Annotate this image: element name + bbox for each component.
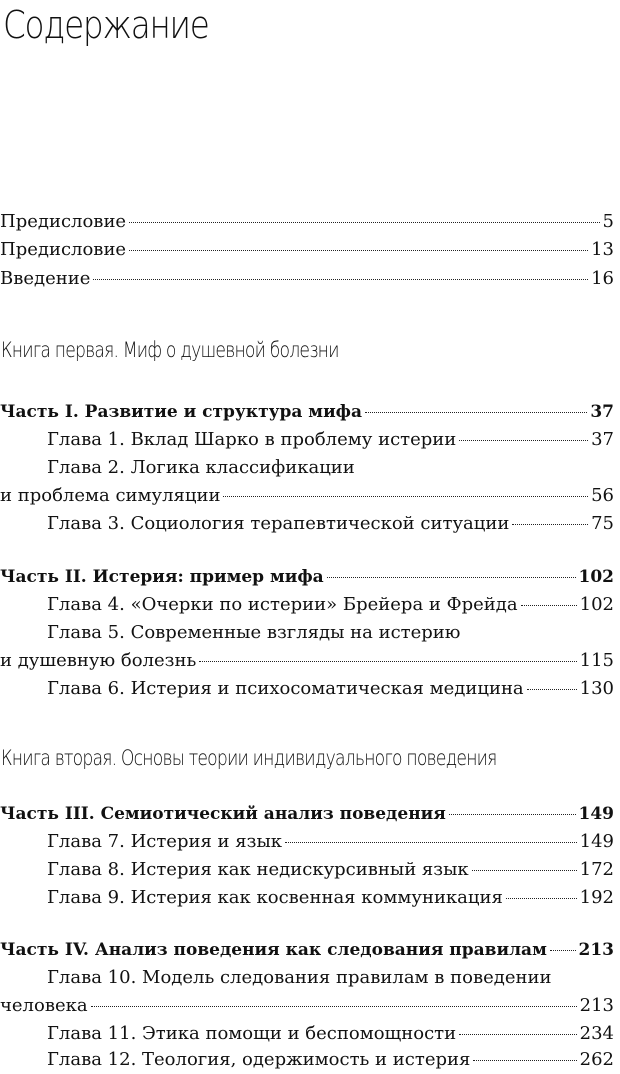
- toc-entry-introduction[interactable]: [0, 267, 614, 291]
- entry-label: Глава 7. Истерия и язык: [47, 831, 283, 852]
- page-number: 56: [591, 485, 614, 506]
- page-number: 213: [578, 940, 614, 960]
- toc-entry-chapter-4[interactable]: [0, 593, 614, 617]
- dot-leader: [550, 950, 576, 951]
- entry-label: человека: [0, 995, 88, 1016]
- entry-label-line1: Глава 5. Современные взгляды на истерию: [47, 622, 461, 643]
- entry-label: Предисловие: [0, 211, 127, 232]
- dot-leader: [365, 412, 587, 413]
- page-title: Содержание: [3, 3, 209, 47]
- entry-label: Глава 1. Вклад Шарко в проблему истерии: [47, 429, 457, 450]
- entry-label: Глава 4. «Очерки по истерии» Брейера и Фрейда: [47, 594, 518, 615]
- dot-leader: [93, 279, 588, 280]
- toc-entry-chapter-12[interactable]: [0, 1048, 614, 1072]
- entry-label: Предисловие: [0, 239, 127, 260]
- dot-leader: [459, 440, 588, 441]
- page-number: 172: [579, 859, 614, 880]
- entry-label: Глава 3. Социология терапевтической ситуации: [47, 513, 510, 534]
- dot-leader: [473, 1060, 576, 1061]
- toc-entry-chapter-6[interactable]: [0, 677, 614, 701]
- toc-entry-part-4[interactable]: [0, 938, 614, 962]
- toc-entry-chapter-5[interactable]: [0, 649, 614, 673]
- entry-label: Часть IV. Анализ поведения как следования правилам: [0, 940, 547, 960]
- book-heading: Книга первая. Миф о душевной болезни: [1, 338, 339, 362]
- entry-label: Глава 11. Этика помощи и беспомощности: [47, 1023, 457, 1044]
- page-number: 5: [602, 211, 614, 232]
- page-number: 149: [578, 804, 614, 824]
- page-number: 16: [591, 268, 614, 289]
- dot-leader: [512, 524, 588, 525]
- dot-leader: [472, 870, 577, 871]
- toc-entry-chapter-10[interactable]: [0, 994, 614, 1018]
- dot-leader: [129, 222, 599, 223]
- page-number: 192: [579, 887, 614, 908]
- toc-entry-chapter-3[interactable]: [0, 512, 614, 536]
- toc-entry-part-1[interactable]: [0, 400, 614, 424]
- book-heading: Книга вторая. Основы теории индивидуального поведения: [1, 746, 497, 770]
- dot-leader: [199, 661, 576, 662]
- entry-label: Часть I. Развитие и структура мифа: [0, 402, 363, 422]
- page-number: 102: [578, 567, 614, 587]
- dot-leader: [327, 577, 576, 578]
- entry-label: Введение: [0, 268, 91, 289]
- entry-label: Глава 12. Теология, одержимость и истерия: [47, 1049, 471, 1070]
- page-number: 234: [579, 1023, 614, 1044]
- dot-leader: [129, 250, 588, 251]
- toc-entry-chapter-9[interactable]: [0, 886, 614, 910]
- toc-entry-preface-2[interactable]: [0, 238, 614, 262]
- dot-leader: [521, 605, 577, 606]
- dot-leader: [459, 1034, 577, 1035]
- dot-leader: [449, 814, 576, 815]
- entry-label: и проблема симуляции: [0, 485, 221, 506]
- entry-label-line1: Глава 10. Модель следования правилам в поведении: [47, 967, 552, 988]
- dot-leader: [527, 689, 577, 690]
- page-number: 75: [591, 513, 614, 534]
- entry-label: Часть II. Истерия: пример мифа: [0, 567, 324, 587]
- dot-leader: [91, 1006, 577, 1007]
- page-number: 130: [579, 678, 614, 699]
- page-number: 115: [579, 650, 614, 671]
- dot-leader: [506, 898, 577, 899]
- toc-entry-chapter-1[interactable]: [0, 428, 614, 452]
- toc-entry-chapter-8[interactable]: [0, 858, 614, 882]
- page-number: 13: [591, 239, 614, 260]
- entry-label: Глава 9. Истерия как косвенная коммуникация: [47, 887, 503, 908]
- toc-entry-chapter-11[interactable]: [0, 1022, 614, 1046]
- toc-entry-part-2[interactable]: [0, 565, 614, 589]
- dot-leader: [223, 496, 588, 497]
- entry-label: Часть III. Семиотический анализ поведения: [0, 804, 446, 824]
- page-number: 213: [579, 995, 614, 1016]
- page-number: 262: [579, 1049, 614, 1070]
- entry-label: и душевную болезнь: [0, 650, 197, 671]
- page-number: 37: [590, 402, 614, 422]
- dot-leader: [285, 842, 577, 843]
- toc-entry-preface-1[interactable]: [0, 210, 614, 234]
- toc-entry-chapter-2[interactable]: [0, 484, 614, 508]
- entry-label-line1: Глава 2. Логика классификации: [47, 457, 355, 478]
- entry-label: Глава 6. Истерия и психосоматическая медицина: [47, 678, 524, 699]
- toc-entry-part-3[interactable]: [0, 802, 614, 826]
- entry-label: Глава 8. Истерия как недискурсивный язык: [47, 859, 469, 880]
- toc-entry-chapter-7[interactable]: [0, 830, 614, 854]
- page-number: 37: [591, 429, 614, 450]
- page-number: 102: [579, 594, 614, 615]
- page-number: 149: [579, 831, 614, 852]
